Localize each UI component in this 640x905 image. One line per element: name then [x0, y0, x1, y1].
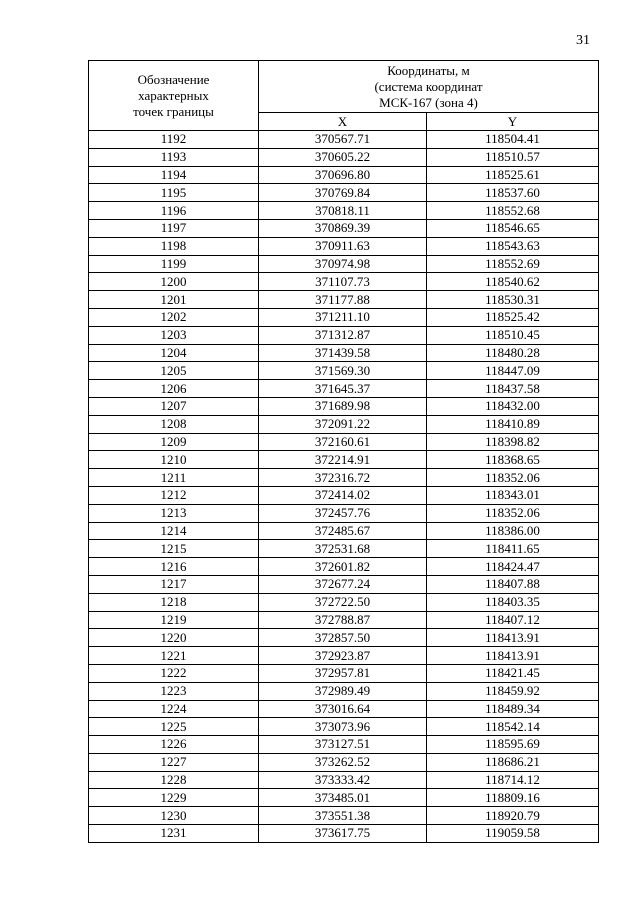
point-id-cell: 1194	[89, 166, 259, 184]
table-row	[89, 166, 599, 184]
table-row	[89, 629, 599, 647]
y-coordinate-cell: 118447.09	[427, 362, 599, 380]
point-id-cell: 1209	[89, 433, 259, 451]
x-coordinate-cell: 370911.63	[259, 237, 427, 255]
x-coordinate-cell: 372989.49	[259, 682, 427, 700]
table-row	[89, 219, 599, 237]
table-row	[89, 131, 599, 149]
table-row	[89, 807, 599, 825]
y-coordinate-cell: 118525.42	[427, 308, 599, 326]
table-row	[89, 789, 599, 807]
y-coordinate-cell: 118542.14	[427, 718, 599, 736]
point-id-cell: 1230	[89, 807, 259, 825]
x-coordinate-cell: 372957.81	[259, 664, 427, 682]
y-coordinate-cell: 118407.12	[427, 611, 599, 629]
table-row	[89, 664, 599, 682]
table-row	[89, 291, 599, 309]
y-coordinate-cell: 118546.65	[427, 219, 599, 237]
y-coordinate-cell: 118552.68	[427, 202, 599, 220]
table-row	[89, 611, 599, 629]
y-coordinate-cell: 119059.58	[427, 825, 599, 843]
table-row	[89, 718, 599, 736]
point-id-cell: 1221	[89, 647, 259, 665]
point-id-cell: 1229	[89, 789, 259, 807]
point-id-cell: 1212	[89, 486, 259, 504]
point-id-cell: 1231	[89, 825, 259, 843]
point-id-cell: 1204	[89, 344, 259, 362]
x-coordinate-cell: 373617.75	[259, 825, 427, 843]
table-row	[89, 575, 599, 593]
y-coordinate-cell: 118386.00	[427, 522, 599, 540]
y-coordinate-cell: 118424.47	[427, 558, 599, 576]
table-row	[89, 148, 599, 166]
x-coordinate-cell: 370974.98	[259, 255, 427, 273]
x-coordinate-cell: 372531.68	[259, 540, 427, 558]
point-id-cell: 1202	[89, 308, 259, 326]
y-coordinate-cell: 118504.41	[427, 131, 599, 149]
table-row	[89, 825, 599, 843]
point-id-cell: 1215	[89, 540, 259, 558]
y-coordinate-cell: 118398.82	[427, 433, 599, 451]
x-coordinate-cell: 373485.01	[259, 789, 427, 807]
table-row	[89, 647, 599, 665]
point-id-cell: 1199	[89, 255, 259, 273]
x-coordinate-cell: 370696.80	[259, 166, 427, 184]
table-row	[89, 433, 599, 451]
y-coordinate-cell: 118413.91	[427, 629, 599, 647]
x-coordinate-cell: 370818.11	[259, 202, 427, 220]
x-coordinate-cell: 372722.50	[259, 593, 427, 611]
y-coordinate-cell: 118530.31	[427, 291, 599, 309]
table-row	[89, 415, 599, 433]
point-id-cell: 1207	[89, 397, 259, 415]
y-coordinate-cell: 118432.00	[427, 397, 599, 415]
y-coordinate-cell: 118686.21	[427, 753, 599, 771]
table-row	[89, 558, 599, 576]
x-coordinate-cell: 371312.87	[259, 326, 427, 344]
table-header	[89, 61, 599, 131]
y-coordinate-cell: 118437.58	[427, 380, 599, 398]
table-row	[89, 380, 599, 398]
x-coordinate-cell: 372457.76	[259, 504, 427, 522]
y-coordinate-cell: 118410.89	[427, 415, 599, 433]
y-coordinate-cell: 118411.65	[427, 540, 599, 558]
x-coordinate-cell: 372316.72	[259, 469, 427, 487]
x-coordinate-cell: 372788.87	[259, 611, 427, 629]
x-coordinate-cell: 370769.84	[259, 184, 427, 202]
point-id-cell: 1225	[89, 718, 259, 736]
table-row	[89, 486, 599, 504]
x-coordinate-cell: 371177.88	[259, 291, 427, 309]
table-row	[89, 202, 599, 220]
y-coordinate-cell: 118352.06	[427, 504, 599, 522]
header-x: X	[259, 113, 427, 131]
y-coordinate-cell: 118459.92	[427, 682, 599, 700]
table-row	[89, 700, 599, 718]
table-row	[89, 344, 599, 362]
x-coordinate-cell: 373127.51	[259, 736, 427, 754]
point-id-cell: 1205	[89, 362, 259, 380]
table-row	[89, 273, 599, 291]
y-coordinate-cell: 118352.06	[427, 469, 599, 487]
y-coordinate-cell: 118510.57	[427, 148, 599, 166]
point-id-cell: 1228	[89, 771, 259, 789]
x-coordinate-cell: 370567.71	[259, 131, 427, 149]
point-id-cell: 1201	[89, 291, 259, 309]
table-row	[89, 326, 599, 344]
point-id-cell: 1193	[89, 148, 259, 166]
x-coordinate-cell: 372214.91	[259, 451, 427, 469]
x-coordinate-cell: 372160.61	[259, 433, 427, 451]
point-id-cell: 1213	[89, 504, 259, 522]
point-id-cell: 1196	[89, 202, 259, 220]
y-coordinate-cell: 118510.45	[427, 326, 599, 344]
table-row	[89, 504, 599, 522]
y-coordinate-cell: 118540.62	[427, 273, 599, 291]
x-coordinate-cell: 372601.82	[259, 558, 427, 576]
table-row	[89, 237, 599, 255]
table-body	[89, 131, 599, 843]
header-boundary-points: Обозначение характерных точек границы	[89, 61, 259, 131]
point-id-cell: 1222	[89, 664, 259, 682]
x-coordinate-cell: 371645.37	[259, 380, 427, 398]
point-id-cell: 1224	[89, 700, 259, 718]
x-coordinate-cell: 372485.67	[259, 522, 427, 540]
y-coordinate-cell: 118920.79	[427, 807, 599, 825]
point-id-cell: 1210	[89, 451, 259, 469]
table-row	[89, 308, 599, 326]
point-id-cell: 1217	[89, 575, 259, 593]
y-coordinate-cell: 118480.28	[427, 344, 599, 362]
y-coordinate-cell: 118407.88	[427, 575, 599, 593]
x-coordinate-cell: 373016.64	[259, 700, 427, 718]
x-coordinate-cell: 371211.10	[259, 308, 427, 326]
point-id-cell: 1218	[89, 593, 259, 611]
table-row	[89, 593, 599, 611]
table-row	[89, 736, 599, 754]
x-coordinate-cell: 373333.42	[259, 771, 427, 789]
table-row	[89, 184, 599, 202]
point-id-cell: 1206	[89, 380, 259, 398]
x-coordinate-cell: 373262.52	[259, 753, 427, 771]
point-id-cell: 1200	[89, 273, 259, 291]
x-coordinate-cell: 372414.02	[259, 486, 427, 504]
point-id-cell: 1198	[89, 237, 259, 255]
y-coordinate-cell: 118489.34	[427, 700, 599, 718]
point-id-cell: 1208	[89, 415, 259, 433]
y-coordinate-cell: 118421.45	[427, 664, 599, 682]
y-coordinate-cell: 118714.12	[427, 771, 599, 789]
point-id-cell: 1227	[89, 753, 259, 771]
point-id-cell: 1220	[89, 629, 259, 647]
x-coordinate-cell: 373073.96	[259, 718, 427, 736]
point-id-cell: 1219	[89, 611, 259, 629]
point-id-cell: 1197	[89, 219, 259, 237]
point-id-cell: 1214	[89, 522, 259, 540]
y-coordinate-cell: 118413.91	[427, 647, 599, 665]
y-coordinate-cell: 118543.63	[427, 237, 599, 255]
y-coordinate-cell: 118595.69	[427, 736, 599, 754]
x-coordinate-cell: 371439.58	[259, 344, 427, 362]
header-coordinates: Координаты, м (система координат МСК-167 (зона 4)	[259, 61, 599, 113]
point-id-cell: 1211	[89, 469, 259, 487]
point-id-cell: 1192	[89, 131, 259, 149]
y-coordinate-cell: 118368.65	[427, 451, 599, 469]
x-coordinate-cell: 372857.50	[259, 629, 427, 647]
table-row	[89, 451, 599, 469]
x-coordinate-cell: 372923.87	[259, 647, 427, 665]
point-id-cell: 1195	[89, 184, 259, 202]
y-coordinate-cell: 118403.35	[427, 593, 599, 611]
x-coordinate-cell: 371107.73	[259, 273, 427, 291]
table-row	[89, 255, 599, 273]
x-coordinate-cell: 370869.39	[259, 219, 427, 237]
coordinates-table	[88, 60, 599, 843]
x-coordinate-cell: 371569.30	[259, 362, 427, 380]
point-id-cell: 1203	[89, 326, 259, 344]
y-coordinate-cell: 118537.60	[427, 184, 599, 202]
y-coordinate-cell: 118809.16	[427, 789, 599, 807]
x-coordinate-cell: 373551.38	[259, 807, 427, 825]
table-row	[89, 397, 599, 415]
point-id-cell: 1226	[89, 736, 259, 754]
x-coordinate-cell: 371689.98	[259, 397, 427, 415]
header-y: Y	[427, 113, 599, 131]
x-coordinate-cell: 370605.22	[259, 148, 427, 166]
point-id-cell: 1216	[89, 558, 259, 576]
x-coordinate-cell: 372091.22	[259, 415, 427, 433]
table-row	[89, 522, 599, 540]
table-row	[89, 540, 599, 558]
table-row	[89, 753, 599, 771]
point-id-cell: 1223	[89, 682, 259, 700]
y-coordinate-cell: 118343.01	[427, 486, 599, 504]
y-coordinate-cell: 118525.61	[427, 166, 599, 184]
table-row	[89, 469, 599, 487]
table-row	[89, 362, 599, 380]
x-coordinate-cell: 372677.24	[259, 575, 427, 593]
table-row	[89, 771, 599, 789]
page-number: 31	[576, 33, 590, 48]
table-row	[89, 682, 599, 700]
y-coordinate-cell: 118552.69	[427, 255, 599, 273]
